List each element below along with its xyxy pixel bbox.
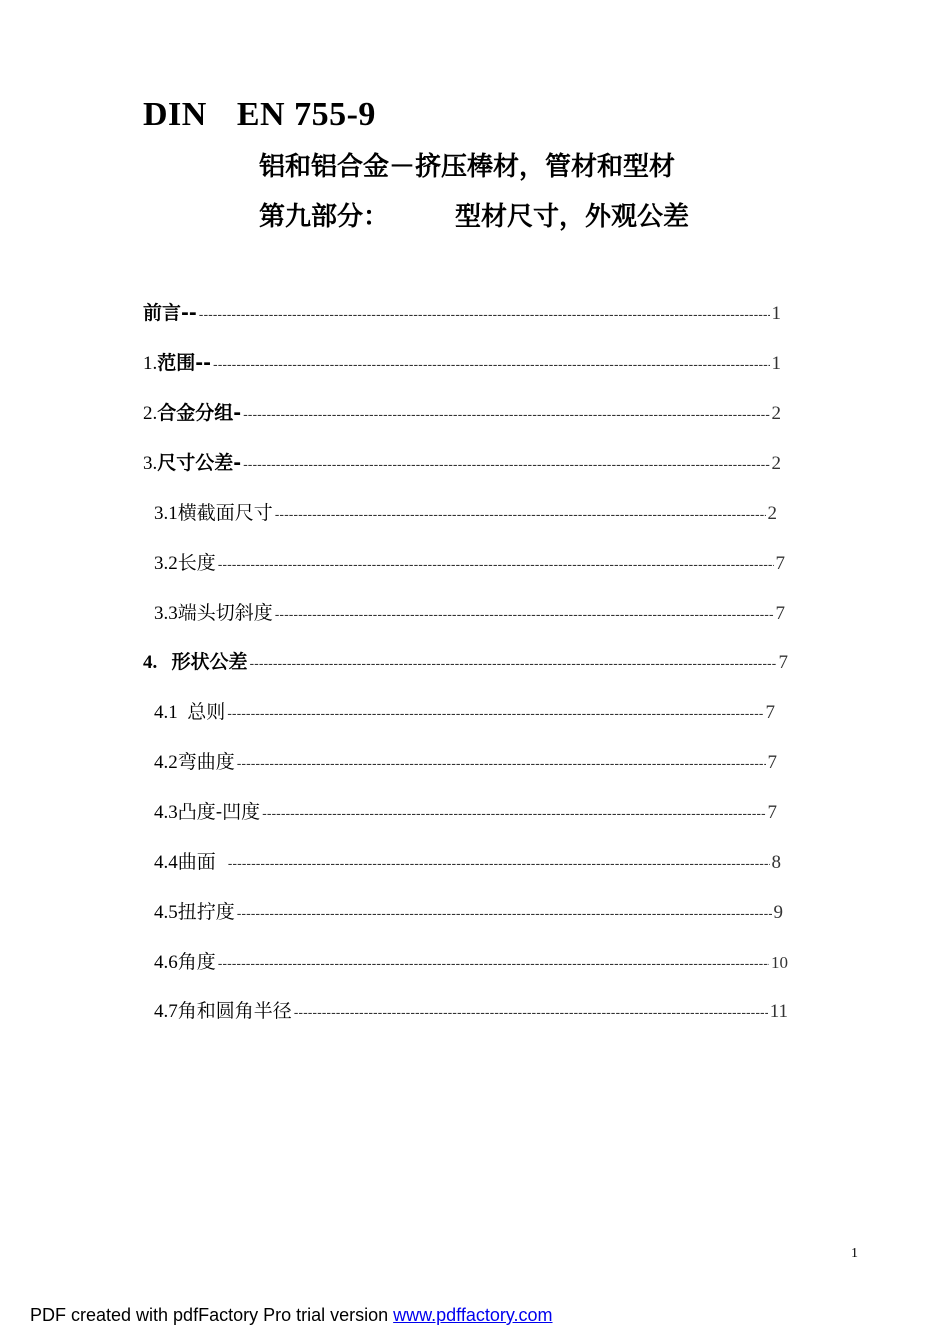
toc-entry-number: 4.2	[154, 752, 178, 773]
toc-dot-leader	[199, 301, 770, 327]
toc-entry-page: 7	[765, 702, 775, 723]
toc-entry-number: 4.7	[154, 1001, 178, 1022]
toc-entry-general[interactable]	[154, 699, 775, 725]
toc-entry-convexity-concavity[interactable]	[154, 799, 777, 825]
title-standard-number: EN 755-9	[236, 96, 376, 133]
toc-entry-number: 4.4	[154, 852, 178, 873]
toc-entry-straightness[interactable]	[154, 749, 777, 775]
toc-entry-page: 7	[767, 752, 777, 773]
toc-dot-leader	[275, 601, 774, 627]
subtitle-line-1: 铝和铝合金－挤压棒材，管材和型材	[259, 152, 676, 182]
toc-entry-number: 4.5	[154, 902, 178, 923]
toc-entry-number: 3.3	[154, 603, 178, 624]
toc-entry-label: 前言--	[143, 302, 197, 324]
toc-entry-page: 7	[775, 553, 785, 574]
toc-dot-leader	[228, 850, 770, 876]
toc-entry-scope[interactable]	[143, 350, 781, 376]
page-number: 1	[851, 1246, 858, 1261]
subtitle-line-2	[259, 196, 689, 233]
toc-entry-angularity[interactable]	[154, 949, 788, 975]
toc-entry-label: 总则	[187, 701, 226, 723]
subtitle-part-title: 型材尺寸，外观公差	[455, 202, 690, 232]
toc-entry-dimension-tolerances[interactable]	[143, 450, 781, 476]
toc-entry-length[interactable]	[154, 550, 785, 576]
toc-dot-leader	[213, 351, 769, 377]
toc-dot-leader	[262, 800, 765, 826]
toc-dot-leader	[243, 401, 769, 427]
toc-entry-alloy-grouping[interactable]	[143, 400, 781, 426]
toc-entry-number: 1.	[143, 353, 158, 374]
toc-entry-number: 4.6	[154, 952, 178, 973]
pdf-footer	[30, 1305, 553, 1326]
toc-entry-page: 1	[771, 303, 781, 324]
toc-entry-number: 3.1	[154, 503, 178, 524]
toc-entry-page: 2	[767, 503, 777, 524]
toc-entry-contour[interactable]	[154, 849, 781, 875]
toc-entry-label: 范围--	[157, 352, 212, 374]
toc-entry-label: 曲面	[177, 851, 216, 873]
toc-dot-leader	[237, 750, 766, 776]
toc-dot-leader	[294, 999, 768, 1025]
toc-entry-number: 4.3	[154, 802, 178, 823]
toc-entry-foreword[interactable]	[143, 300, 781, 326]
footer-text: PDF created with pdfFactory Pro trial version	[30, 1305, 394, 1325]
toc-entry-form-tolerances[interactable]	[143, 649, 788, 675]
toc-entry-page: 1	[771, 353, 781, 374]
toc-dot-leader	[237, 900, 772, 926]
toc-entry-label: 角和圆角半径	[177, 1000, 292, 1022]
toc-entry-label: 弯曲度	[177, 751, 235, 773]
toc-entry-label: 凸度-凹度	[177, 801, 261, 823]
toc-entry-page: 10	[771, 953, 788, 972]
toc-entry-number: 3.2	[154, 553, 178, 574]
toc-entry-label: 扭拧度	[177, 901, 235, 923]
title-standard-prefix: DIN	[143, 96, 207, 133]
document-title	[143, 96, 376, 134]
toc-entry-page: 2	[771, 453, 781, 474]
toc-entry-number: 3.	[143, 453, 158, 474]
toc-entry-end-squareness[interactable]	[154, 600, 785, 626]
toc-entry-page: 11	[769, 1001, 788, 1022]
toc-entry-page: 7	[778, 652, 788, 673]
toc-entry-page: 8	[771, 852, 781, 873]
toc-dot-leader	[218, 551, 774, 577]
toc-entry-label: 角度	[177, 951, 216, 973]
toc-entry-page: 9	[773, 902, 783, 923]
toc-entry-page: 7	[775, 603, 785, 624]
toc-entry-label: 横截面尺寸	[177, 502, 273, 524]
toc-entry-page: 2	[771, 403, 781, 424]
toc-dot-leader	[243, 451, 769, 477]
toc-entry-cross-section[interactable]	[154, 500, 777, 526]
toc-entry-page: 7	[767, 802, 777, 823]
toc-entry-label: 尺寸公差-	[157, 452, 242, 474]
toc-entry-corner-radii[interactable]	[154, 998, 788, 1024]
toc-dot-leader	[218, 950, 769, 976]
toc-entry-label: 端头切斜度	[177, 602, 273, 624]
toc-entry-number: 2.	[143, 403, 158, 424]
subtitle-part-label: 第九部分：	[259, 202, 390, 232]
toc-entry-number: 4.1	[154, 702, 188, 723]
toc-dot-leader	[227, 700, 763, 726]
footer-link[interactable]: www.pdffactory.com	[393, 1305, 553, 1325]
toc-entry-number: 4.	[143, 652, 172, 673]
toc-entry-label: 形状公差	[171, 651, 248, 673]
toc-entry-twist[interactable]	[154, 899, 783, 925]
toc-entry-label: 长度	[177, 552, 216, 574]
toc-dot-leader	[250, 650, 777, 676]
toc-dot-leader	[275, 501, 766, 527]
toc-entry-label: 合金分组-	[157, 402, 242, 424]
